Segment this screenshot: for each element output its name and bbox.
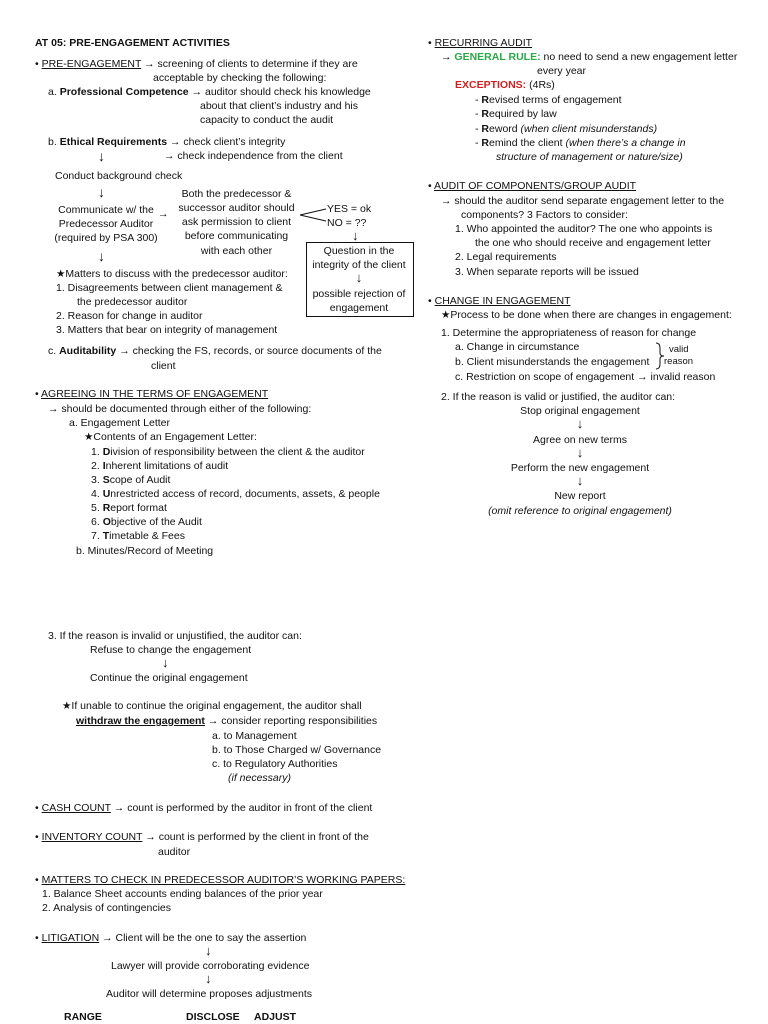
unable-text: If unable to continue the original engagement, the auditor shall [71, 700, 362, 712]
professional-competence-line [48, 86, 371, 98]
item-number: 3. [91, 474, 100, 486]
agreeing-terms-heading: AGREEING IN THE TERMS OF ENGAGEMENT [41, 388, 269, 400]
both-auditors-text-1: Both the predecessor & [181, 188, 292, 200]
professional-competence-text-2: about that client’s industry and his [200, 100, 358, 112]
bullet-icon: • [35, 831, 39, 843]
predecessor-papers-line [35, 874, 405, 886]
professional-competence-text-3: capacity to conduct the audit [200, 114, 334, 126]
item-initial: R [481, 94, 490, 106]
report-to-authorities: c. to Regulatory Authorities [212, 758, 338, 770]
content-item-5 [91, 502, 167, 514]
predecessor-item-1: 1. Balance Sheet accounts ending balances of the prior year [42, 888, 323, 900]
professional-competence-text: auditor should check his knowledge [204, 86, 371, 98]
exceptions-line [455, 79, 555, 91]
star-icon: ★ [84, 431, 94, 443]
flow-note: (omit reference to original engagement) [488, 505, 672, 517]
cash-count-text: count is performed by the auditor in front of the client [127, 802, 373, 814]
content-item-7 [91, 530, 185, 542]
item-text: emind the client [489, 137, 563, 149]
item-number: 1. [91, 446, 100, 458]
down-arrow-icon: ↓ [98, 248, 105, 264]
step-1-b: b. Client misunderstands the engagement [455, 356, 650, 368]
step-1-a: a. Change in circumstance [455, 341, 580, 353]
right-arrow-icon: → [169, 136, 181, 148]
matter-3: 3. Matters that bear on integrity of management [56, 324, 278, 336]
item-initial: R [481, 137, 490, 149]
item-prefix: b. [48, 136, 57, 148]
integrity-text-3: possible rejection of [312, 288, 406, 300]
right-arrow-icon: → [102, 932, 113, 944]
item-note: (when client misunderstands) [520, 123, 658, 135]
ethical-requirements-line [48, 136, 285, 148]
change-engagement-heading: CHANGE IN ENGAGEMENT [434, 295, 571, 307]
item-text: nrestricted access of record, documents, assets, & people [110, 488, 380, 500]
right-arrow-icon: → [164, 150, 175, 162]
restriction-text: c. Restriction on scope of engagement [455, 371, 635, 383]
if-necessary-note: (if necessary) [228, 772, 292, 784]
adjust-label: ADJUST [254, 1011, 297, 1023]
down-arrow-icon: ↓ [355, 270, 363, 285]
item-prefix: c. [48, 345, 57, 357]
right-arrow-icon: → [145, 831, 156, 843]
content-item-1 [91, 446, 365, 458]
reason-label: reason [664, 356, 694, 367]
general-rule-text-2: every year [537, 65, 587, 77]
step-1-c [455, 371, 715, 383]
item-text: bjective of the Audit [110, 516, 202, 528]
flow-stop: Stop original engagement [520, 405, 640, 417]
item-number: 5. [91, 502, 100, 514]
group-audit-desc-2: components? 3 Factors to consider: [461, 209, 628, 221]
right-arrow-icon: → [113, 802, 125, 814]
item-initial: R [102, 502, 111, 514]
flow-report: New report [554, 490, 606, 502]
branch-lines [298, 207, 328, 223]
right-arrow-icon: → [48, 403, 59, 415]
factor-2: 2. Legal requirements [455, 251, 557, 263]
process-text: Process to be done when there are changes in engagement: [450, 309, 732, 321]
invalid-reason-text: invalid reason [650, 371, 716, 383]
matters-discuss-line [56, 268, 288, 280]
refuse-text: Refuse to change the engagement [90, 644, 252, 656]
minutes-item: b. Minutes/Record of Meeting [76, 545, 214, 557]
both-auditors-text-2: successor auditor should [178, 202, 295, 214]
right-arrow-icon: → [158, 208, 169, 220]
bullet-icon: • [428, 37, 432, 49]
group-audit-desc: should the auditor send separate engagement letter to the [454, 195, 725, 207]
exceptions-count: (4Rs) [529, 79, 555, 91]
independence-text: check independence from the client [177, 150, 343, 162]
group-audit-heading: AUDIT OF COMPONENTS/GROUP AUDIT [434, 180, 637, 192]
factor-3: 3. When separate reports will be issued [455, 266, 639, 278]
pre-engagement-heading: PRE-ENGAGEMENT [41, 58, 142, 70]
report-to-governance: b. to Those Charged w/ Governance [212, 744, 382, 756]
right-arrow-icon: → [207, 715, 219, 727]
bullet-icon: • [35, 58, 39, 70]
agreeing-terms-line [35, 388, 268, 400]
item-text: equired by law [489, 108, 557, 120]
item-text: nherent limitations of audit [105, 460, 229, 472]
cash-count-line [35, 802, 372, 814]
item-prefix: a. [48, 86, 57, 98]
litigation-line [35, 932, 306, 944]
bullet-icon: • [35, 874, 39, 886]
engagement-letter-item: a. Engagement Letter [69, 417, 170, 429]
integrity-text-1: Question in the [323, 245, 395, 257]
down-arrow-icon: ↓ [576, 473, 584, 488]
auditability-line [48, 345, 382, 357]
page-title: AT 05: PRE-ENGAGEMENT ACTIVITIES [35, 37, 230, 49]
star-icon: ★ [62, 700, 72, 712]
down-arrow-icon: ↓ [98, 148, 105, 164]
exception-4-note-2: structure of management or nature/size) [496, 151, 683, 163]
consider-text: consider reporting responsibilities [221, 715, 378, 727]
ethical-requirements-label: Ethical Requirements [59, 136, 168, 148]
range-label: RANGE [64, 1011, 102, 1023]
process-line [441, 309, 732, 321]
step-1: 1. Determine the appropriateness of reason for change [441, 327, 697, 339]
auditability-text-2: client [151, 360, 176, 372]
litigation-text-2: Lawyer will provide corroborating evidence [111, 960, 310, 972]
item-text: evised terms of engagement [489, 94, 622, 106]
continue-text: Continue the original engagement [90, 672, 248, 684]
item-initial: D [102, 446, 111, 458]
ethical-requirements-text: check client’s integrity [183, 136, 286, 148]
withdraw-line [76, 715, 377, 727]
auditability-text: checking the FS, records, or source documents of the [132, 345, 382, 357]
item-initial: R [481, 108, 490, 120]
item-initial: I [102, 460, 106, 472]
general-rule-line [441, 51, 737, 63]
item-number: 7. [91, 530, 100, 542]
both-auditors-text-5: with each other [200, 245, 273, 257]
item-initial: T [102, 530, 110, 542]
bullet-icon: • [35, 932, 39, 944]
integrity-text-4: engagement [329, 302, 389, 314]
down-arrow-icon: ↓ [576, 445, 584, 460]
general-rule-text: no need to send a new engagement letter [543, 51, 738, 63]
pre-engagement-line [35, 58, 358, 70]
pre-engagement-desc: screening of clients to determine if they are [157, 58, 358, 70]
report-to-management: a. to Management [212, 730, 297, 742]
exceptions-label: EXCEPTIONS: [455, 79, 527, 91]
predecessor-papers-heading: MATTERS TO CHECK IN PREDECESSOR AUDITOR’S WORKING PAPERS: [41, 874, 406, 886]
item-initial: U [102, 488, 111, 500]
group-audit-line [428, 180, 636, 192]
valid-label: valid [669, 344, 689, 355]
item-initial: R [481, 123, 490, 135]
communicate-text-2: Predecessor Auditor [58, 218, 154, 230]
auditability-label: Auditability [59, 345, 117, 357]
down-arrow-icon: ↓ [98, 184, 105, 200]
down-arrow-icon: ↓ [352, 228, 359, 243]
content-item-3 [91, 474, 170, 486]
inventory-count-text-2: auditor [158, 846, 191, 858]
item-note: (when there’s a change in [565, 137, 686, 149]
both-auditors-text-4: before communicating [184, 230, 289, 242]
bullet-icon: • [428, 180, 432, 192]
both-auditors-text-3: ask permission to client [181, 216, 292, 228]
pre-engagement-desc-2: acceptable by checking the following: [153, 72, 327, 84]
independence-line [164, 150, 343, 162]
content-item-6 [91, 516, 202, 528]
integrity-text-2: integrity of the client [312, 259, 406, 271]
contents-heading: Contents of an Engagement Letter: [93, 431, 257, 443]
right-arrow-icon: → [191, 86, 203, 98]
item-number: 4. [91, 488, 100, 500]
recurring-audit-line [428, 37, 532, 49]
right-arrow-icon: → [441, 195, 452, 207]
matter-2: 2. Reason for change in auditor [56, 310, 203, 322]
factor-1-cont: the one who should receive and engagement letter [475, 237, 711, 249]
professional-competence-label: Professional Competence [59, 86, 189, 98]
exception-2: - Required by law [475, 108, 557, 120]
flow-perform: Perform the new engagement [510, 462, 650, 474]
content-item-4 [91, 488, 380, 500]
right-arrow-icon: → [144, 58, 155, 70]
content-item-2 [91, 460, 228, 472]
down-arrow-icon: ↓ [576, 416, 584, 431]
exception-4: - Remind the client (when there’s a change in [475, 137, 686, 149]
cash-count-heading: CASH COUNT [41, 802, 111, 814]
item-text: cope of Audit [109, 474, 171, 486]
bullet-icon: • [428, 295, 432, 307]
item-text: eport format [110, 502, 167, 514]
inventory-count-text: count is performed by the client in front of the [158, 831, 369, 843]
item-text: imetable & Fees [109, 530, 185, 542]
down-arrow-icon: ↓ [205, 971, 212, 986]
communicate-text-3: (required by PSA 300) [54, 232, 158, 244]
change-engagement-line [428, 295, 571, 307]
down-arrow-icon: ↓ [162, 655, 169, 670]
litigation-text-1: Client will be the one to say the assertion [115, 932, 307, 944]
matter-1: 1. Disagreements between client management & [56, 282, 283, 294]
matters-discuss-heading: Matters to discuss with the predecessor auditor: [65, 268, 288, 280]
right-arrow-icon: → [637, 371, 648, 383]
right-arrow-icon: → [119, 345, 130, 357]
item-number: 2. [91, 460, 100, 472]
inventory-count-heading: INVENTORY COUNT [41, 831, 143, 843]
exception-1: - Revised terms of engagement [475, 94, 622, 106]
contents-line [84, 431, 257, 443]
item-text: ivision of responsibility between the client & the auditor [110, 446, 365, 458]
disclose-label: DISCLOSE [186, 1011, 240, 1023]
step-2: 2. If the reason is valid or justified, the auditor can: [441, 391, 676, 403]
yes-text: YES = ok [327, 203, 372, 215]
item-text: eword [489, 123, 518, 135]
withdraw-label: withdraw the engagement [76, 715, 205, 727]
bullet-icon: • [35, 388, 39, 400]
bullet-icon: • [35, 802, 39, 814]
litigation-heading: LITIGATION [41, 932, 100, 944]
item-number: 6. [91, 516, 100, 528]
general-rule-label: GENERAL RULE: [454, 51, 541, 63]
star-icon: ★ [56, 268, 66, 280]
matter-1-cont: the predecessor auditor [77, 296, 188, 308]
right-arrow-icon: → [441, 51, 452, 63]
group-audit-desc-line [441, 195, 724, 207]
unable-line [62, 700, 362, 712]
item-initial: O [102, 516, 111, 528]
communicate-text-1: Communicate w/ the [58, 204, 154, 216]
factor-1: 1. Who appointed the auditor? The one who appoints is [455, 223, 713, 235]
agreeing-terms-desc-line [48, 403, 311, 415]
agreeing-terms-desc: should be documented through either of the following: [61, 403, 312, 415]
no-text: NO = ?? [327, 217, 367, 229]
background-check-text: Conduct background check [55, 170, 183, 182]
flow-agree: Agree on new terms [533, 434, 627, 446]
recurring-audit-heading: RECURRING AUDIT [434, 37, 533, 49]
item-initial: S [102, 474, 110, 486]
litigation-text-3: Auditor will determine proposes adjustments [106, 988, 313, 1000]
exception-3: - Reword (when client misunderstands) [475, 123, 658, 135]
predecessor-item-2: 2. Analysis of contingencies [42, 902, 171, 914]
down-arrow-icon: ↓ [205, 943, 212, 958]
inventory-count-line [35, 831, 369, 843]
step-3: 3. If the reason is invalid or unjustified, the auditor can: [48, 630, 302, 642]
star-icon: ★ [441, 309, 451, 321]
